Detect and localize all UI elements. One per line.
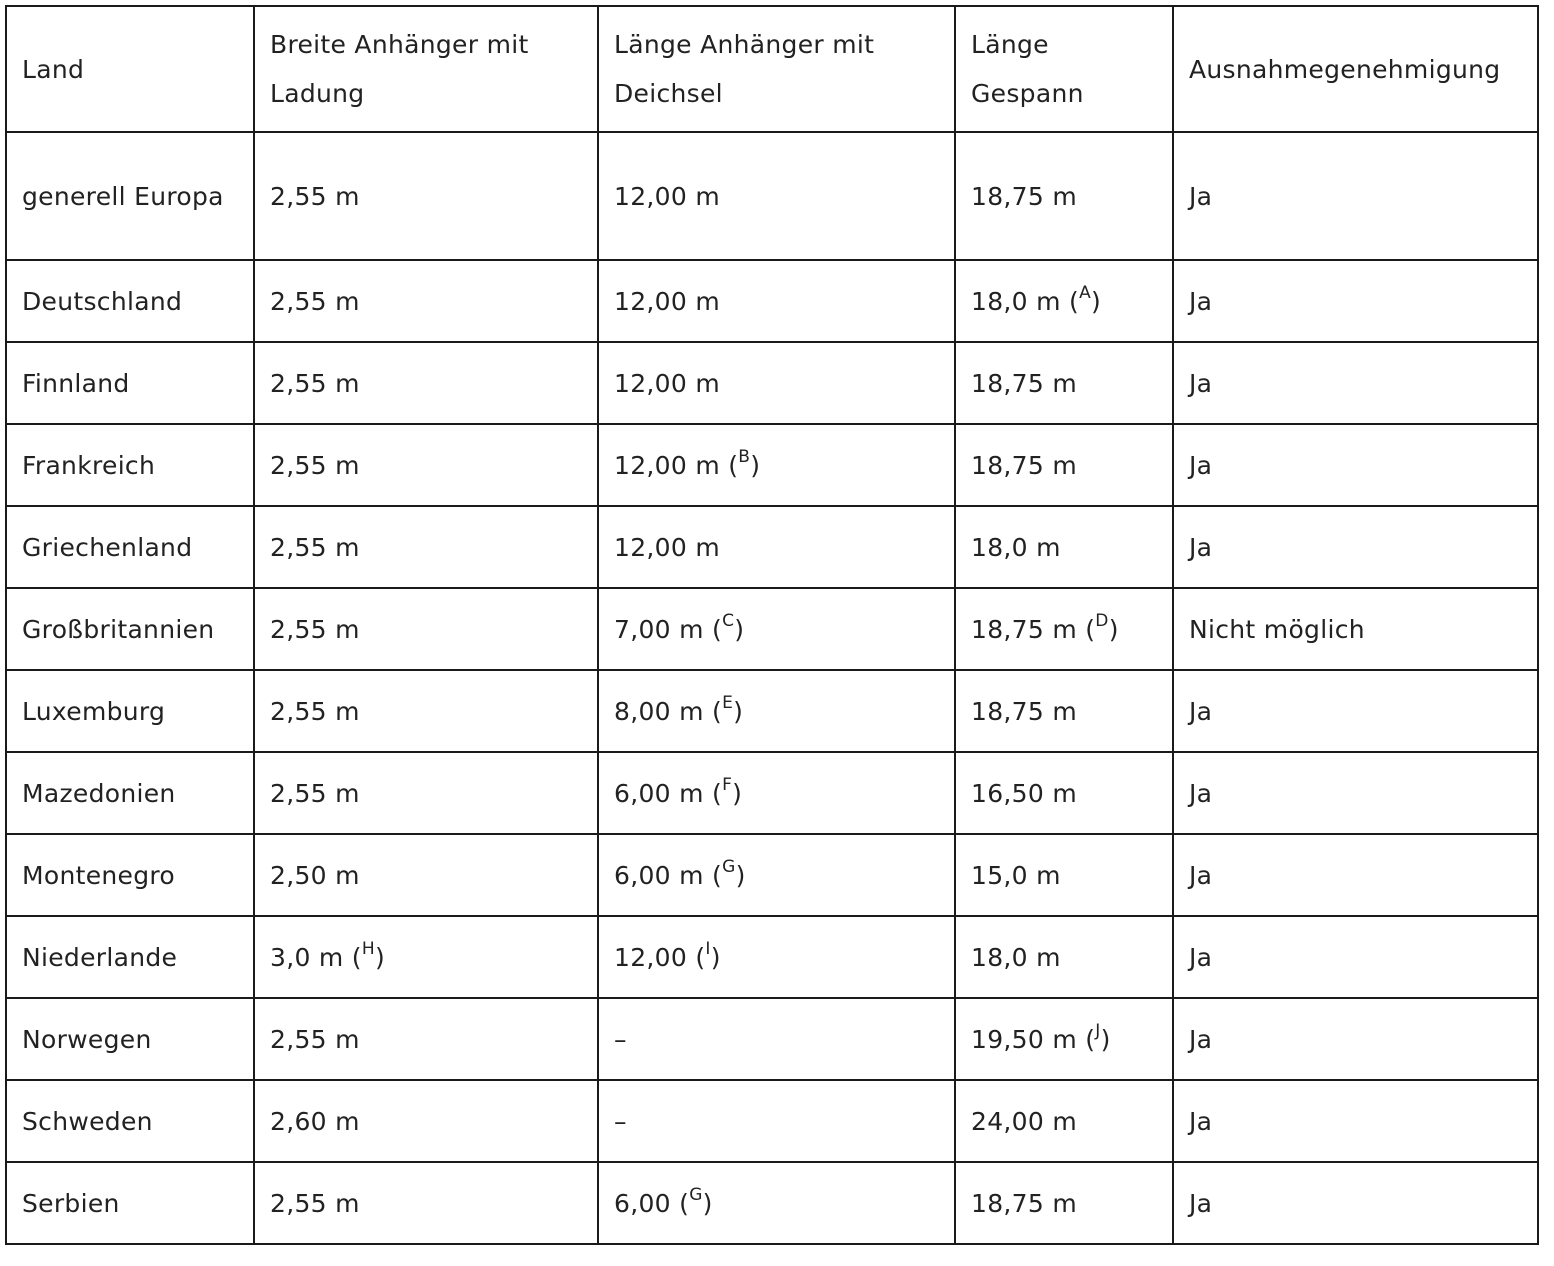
cell-breite xyxy=(254,834,598,916)
cell-ausnahmegenehmigung xyxy=(1173,752,1538,834)
cell-laenge-anhaenger-value: 6,00 m xyxy=(614,778,704,808)
cell-laenge-gespann-value: 15,0 m xyxy=(971,860,1061,890)
cell-land-value: Mazedonien xyxy=(22,778,176,808)
cell-laenge-gespann xyxy=(955,1162,1173,1244)
table-row xyxy=(6,260,1538,342)
cell-land xyxy=(6,670,254,752)
cell-laenge-anhaenger-footnote: ($^E$) xyxy=(703,693,744,726)
cell-ausnahmegenehmigung xyxy=(1173,260,1538,342)
cell-ausnahmegenehmigung-value: Ja xyxy=(1189,778,1213,808)
table-row xyxy=(6,998,1538,1080)
cell-laenge-gespann-value: 18,75 m xyxy=(971,181,1077,211)
cell-breite-value: 2,55 m xyxy=(270,696,360,726)
cell-laenge-anhaenger-footnote: ($^I$) xyxy=(687,939,721,972)
cell-laenge-anhaenger-value: 12,00 m xyxy=(614,181,720,211)
cell-laenge-anhaenger xyxy=(598,506,955,588)
cell-laenge-anhaenger xyxy=(598,670,955,752)
cell-ausnahmegenehmigung-value: Ja xyxy=(1189,1106,1213,1136)
cell-breite-value: 2,55 m xyxy=(270,450,360,480)
cell-breite-value: 2,50 m xyxy=(270,860,360,890)
cell-breite-value: 2,60 m xyxy=(270,1106,360,1136)
table-row xyxy=(6,1080,1538,1162)
cell-land-value: Frankreich xyxy=(22,450,156,480)
header-breite: Breite Anhänger mit Ladung xyxy=(254,6,598,132)
cell-laenge-gespann xyxy=(955,342,1173,424)
cell-laenge-anhaenger-footnote: ($^C$) xyxy=(703,611,745,644)
footnote-marker: B xyxy=(738,447,751,468)
cell-laenge-gespann xyxy=(955,916,1173,998)
cell-laenge-gespann xyxy=(955,424,1173,506)
cell-laenge-anhaenger-value: 12,00 m xyxy=(614,532,720,562)
table-body xyxy=(6,6,1538,1244)
header-land: Land xyxy=(6,6,254,132)
cell-breite-value: 2,55 m xyxy=(270,286,360,316)
cell-ausnahmegenehmigung xyxy=(1173,670,1538,752)
cell-laenge-gespann-value: 18,75 m xyxy=(971,696,1077,726)
footnote-marker: G xyxy=(689,1185,703,1206)
cell-breite-footnote: ($^H$) xyxy=(343,939,386,972)
cell-laenge-gespann xyxy=(955,752,1173,834)
cell-laenge-anhaenger xyxy=(598,998,955,1080)
cell-breite xyxy=(254,916,598,998)
cell-laenge-anhaenger-value: 7,00 m xyxy=(614,614,704,644)
table-row xyxy=(6,506,1538,588)
cell-land-value: Serbien xyxy=(22,1188,120,1218)
cell-laenge-anhaenger xyxy=(598,1080,955,1162)
cell-laenge-gespann-value: 18,75 m xyxy=(971,450,1077,480)
cell-laenge-anhaenger-value: 12,00 xyxy=(614,942,688,972)
cell-laenge-anhaenger-footnote: ($^B$) xyxy=(719,447,761,480)
cell-laenge-anhaenger-value: – xyxy=(614,1106,627,1136)
cell-ausnahmegenehmigung xyxy=(1173,342,1538,424)
cell-land xyxy=(6,1080,254,1162)
cell-land-value: Deutschland xyxy=(22,286,183,316)
cell-land-value: Luxemburg xyxy=(22,696,166,726)
cell-land xyxy=(6,260,254,342)
cell-breite-value: 2,55 m xyxy=(270,1188,360,1218)
header-laenge-gespann: Länge Gespann xyxy=(955,6,1173,132)
table-row xyxy=(6,588,1538,670)
cell-ausnahmegenehmigung-value: Ja xyxy=(1189,696,1213,726)
trailer-dimensions-table xyxy=(5,5,1539,1245)
cell-breite-value: 2,55 m xyxy=(270,181,360,211)
cell-breite xyxy=(254,588,598,670)
cell-ausnahmegenehmigung-value: Ja xyxy=(1189,286,1213,316)
cell-land xyxy=(6,916,254,998)
cell-ausnahmegenehmigung xyxy=(1173,916,1538,998)
cell-laenge-anhaenger xyxy=(598,342,955,424)
cell-land xyxy=(6,132,254,260)
cell-breite xyxy=(254,506,598,588)
footnote-marker: A xyxy=(1079,283,1092,304)
footnote-marker: D xyxy=(1095,611,1109,632)
footnote-marker: H xyxy=(361,939,375,960)
cell-land-value: generell Europa xyxy=(22,181,224,211)
cell-laenge-anhaenger xyxy=(598,834,955,916)
cell-land xyxy=(6,342,254,424)
cell-land xyxy=(6,588,254,670)
cell-land-value: Schweden xyxy=(22,1106,153,1136)
cell-laenge-gespann xyxy=(955,834,1173,916)
footnote-marker: G xyxy=(722,857,736,878)
cell-breite xyxy=(254,342,598,424)
cell-breite xyxy=(254,998,598,1080)
cell-land xyxy=(6,834,254,916)
footnote-marker: E xyxy=(722,693,734,714)
table-row xyxy=(6,916,1538,998)
cell-breite xyxy=(254,1080,598,1162)
cell-breite-value: 2,55 m xyxy=(270,1024,360,1054)
cell-laenge-anhaenger-footnote: ($^F$) xyxy=(703,775,743,808)
cell-land-value: Großbritannien xyxy=(22,614,215,644)
cell-ausnahmegenehmigung-value: Ja xyxy=(1189,368,1213,398)
table-row xyxy=(6,132,1538,260)
cell-ausnahmegenehmigung xyxy=(1173,1162,1538,1244)
cell-laenge-anhaenger-value: 12,00 m xyxy=(614,368,720,398)
cell-ausnahmegenehmigung-value: Ja xyxy=(1189,1188,1213,1218)
cell-laenge-anhaenger xyxy=(598,260,955,342)
header-ausnahmegenehmigung: Ausnahmegenehmigung xyxy=(1173,6,1538,132)
cell-laenge-anhaenger xyxy=(598,132,955,260)
cell-ausnahmegenehmigung-value: Ja xyxy=(1189,181,1213,211)
cell-breite xyxy=(254,260,598,342)
cell-laenge-anhaenger xyxy=(598,916,955,998)
cell-breite xyxy=(254,424,598,506)
cell-breite xyxy=(254,132,598,260)
cell-ausnahmegenehmigung xyxy=(1173,1080,1538,1162)
cell-laenge-anhaenger xyxy=(598,588,955,670)
cell-laenge-gespann-footnote: ($^A$) xyxy=(1060,283,1102,316)
table-row xyxy=(6,834,1538,916)
cell-laenge-anhaenger-value: 6,00 xyxy=(614,1188,671,1218)
header-laenge-anhaenger: Länge Anhänger mit Deichsel xyxy=(598,6,955,132)
cell-laenge-gespann-value: 16,50 m xyxy=(971,778,1077,808)
cell-laenge-gespann-value: 19,50 m xyxy=(971,1024,1077,1054)
cell-ausnahmegenehmigung-value: Ja xyxy=(1189,942,1213,972)
cell-land xyxy=(6,1162,254,1244)
cell-ausnahmegenehmigung xyxy=(1173,506,1538,588)
cell-ausnahmegenehmigung-value: Ja xyxy=(1189,450,1213,480)
cell-land-value: Griechenland xyxy=(22,532,193,562)
footnote-marker: F xyxy=(722,775,733,796)
cell-ausnahmegenehmigung-value: Ja xyxy=(1189,1024,1213,1054)
cell-laenge-gespann-footnote: ($^D$) xyxy=(1076,611,1119,644)
cell-laenge-anhaenger-value: 8,00 m xyxy=(614,696,704,726)
cell-laenge-gespann-value: 18,0 m xyxy=(971,286,1061,316)
cell-ausnahmegenehmigung-value: Ja xyxy=(1189,860,1213,890)
cell-laenge-gespann xyxy=(955,588,1173,670)
cell-laenge-gespann xyxy=(955,506,1173,588)
cell-land-value: Montenegro xyxy=(22,860,176,890)
cell-land xyxy=(6,752,254,834)
table-row xyxy=(6,424,1538,506)
cell-laenge-gespann-value: 18,0 m xyxy=(971,532,1061,562)
cell-land xyxy=(6,998,254,1080)
cell-ausnahmegenehmigung xyxy=(1173,588,1538,670)
cell-land-value: Norwegen xyxy=(22,1024,152,1054)
cell-breite-value: 2,55 m xyxy=(270,778,360,808)
cell-laenge-anhaenger xyxy=(598,1162,955,1244)
cell-laenge-gespann-value: 24,00 m xyxy=(971,1106,1077,1136)
table-row xyxy=(6,670,1538,752)
table-row xyxy=(6,1162,1538,1244)
cell-ausnahmegenehmigung-value: Ja xyxy=(1189,532,1213,562)
cell-breite-value: 2,55 m xyxy=(270,368,360,398)
footnote-marker: I xyxy=(705,939,711,960)
cell-land xyxy=(6,506,254,588)
cell-land xyxy=(6,424,254,506)
cell-ausnahmegenehmigung xyxy=(1173,132,1538,260)
cell-laenge-gespann-value: 18,75 m xyxy=(971,1188,1077,1218)
cell-breite xyxy=(254,1162,598,1244)
cell-laenge-gespann-value: 18,75 m xyxy=(971,614,1077,644)
cell-ausnahmegenehmigung xyxy=(1173,998,1538,1080)
table-header-row xyxy=(6,6,1538,132)
cell-breite xyxy=(254,670,598,752)
cell-land-value: Finnland xyxy=(22,368,130,398)
cell-laenge-gespann xyxy=(955,998,1173,1080)
cell-laenge-gespann-footnote: ($^J$) xyxy=(1076,1021,1111,1054)
cell-land-value: Niederlande xyxy=(22,942,178,972)
cell-laenge-gespann-value: 18,0 m xyxy=(971,942,1061,972)
cell-breite-value: 2,55 m xyxy=(270,614,360,644)
cell-laenge-gespann xyxy=(955,132,1173,260)
cell-breite-value: 2,55 m xyxy=(270,532,360,562)
cell-breite-value: 3,0 m xyxy=(270,942,344,972)
cell-laenge-gespann xyxy=(955,260,1173,342)
cell-laenge-anhaenger xyxy=(598,424,955,506)
cell-ausnahmegenehmigung xyxy=(1173,834,1538,916)
cell-laenge-anhaenger xyxy=(598,752,955,834)
cell-laenge-anhaenger-value: 12,00 m xyxy=(614,286,720,316)
cell-laenge-gespann xyxy=(955,1080,1173,1162)
footnote-marker: J xyxy=(1095,1021,1101,1042)
table-row xyxy=(6,342,1538,424)
cell-ausnahmegenehmigung xyxy=(1173,424,1538,506)
cell-laenge-anhaenger-footnote: ($^G$) xyxy=(670,1185,713,1218)
table-row xyxy=(6,752,1538,834)
cell-breite xyxy=(254,752,598,834)
cell-laenge-gespann xyxy=(955,670,1173,752)
cell-laenge-anhaenger-value: 12,00 m xyxy=(614,450,720,480)
cell-laenge-anhaenger-footnote: ($^G$) xyxy=(703,857,746,890)
cell-ausnahmegenehmigung-value: Nicht möglich xyxy=(1189,614,1365,644)
cell-laenge-anhaenger-value: – xyxy=(614,1024,627,1054)
cell-laenge-anhaenger-value: 6,00 m xyxy=(614,860,704,890)
cell-laenge-gespann-value: 18,75 m xyxy=(971,368,1077,398)
footnote-marker: C xyxy=(722,611,735,632)
